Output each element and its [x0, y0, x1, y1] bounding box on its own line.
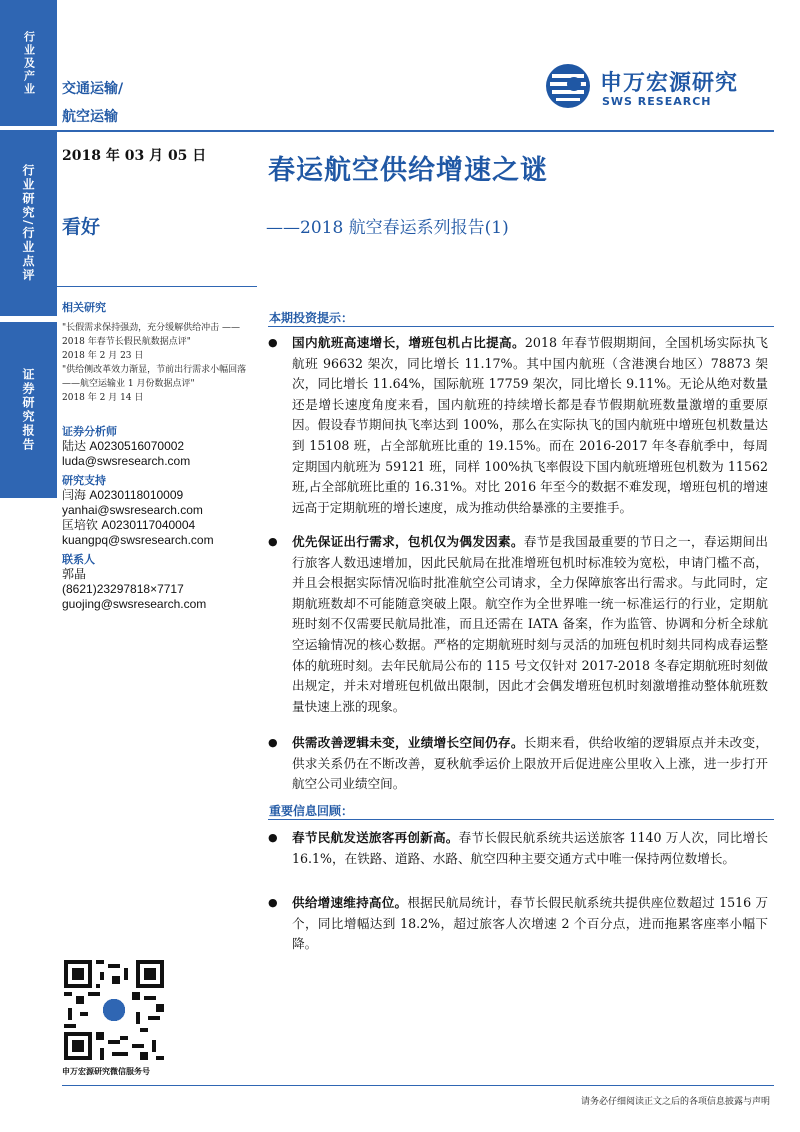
paragraph-2 [268, 532, 768, 717]
invest-heading: 本期投资提示： [269, 311, 354, 325]
footer-disclaimer: 请务必仔细阅读正文之后的各项信息披露与声明 [580, 1097, 770, 1107]
analyst-heading: 证券分析师 [62, 425, 117, 438]
related-item-date: 2018 年 2 月 23 日 [62, 351, 144, 361]
invest-heading-divider [268, 326, 774, 327]
contact-email[interactable]: guojing@swsresearch.com [62, 597, 207, 611]
qr-caption: 申万宏源研究微信服务号 [62, 1067, 150, 1076]
sidebar-label-report-type: 行业研究/行业点评 [21, 163, 35, 283]
contact-phone: (8621)23297818×7717 [62, 582, 184, 596]
paragraph-body [292, 333, 768, 518]
support-email[interactable]: kuangpq@swsresearch.com [62, 533, 214, 547]
news-heading-divider [268, 819, 774, 820]
header-divider [57, 130, 774, 132]
paragraph-text: 根据民航局统计，春节长假民航系统共提供座位数超过 1516 万个，同比增幅达到 18.2%，超过旅客人次增速 2 个百分点，进而拖累客座率小幅下降。 [292, 895, 769, 952]
related-item: "供给侧改革效力渐显，节前出行需求小幅回落——航空运输业 1 月份数据点评" [62, 365, 247, 389]
paragraph-lead: 春节民航发送旅客再创新高。 [292, 830, 459, 845]
logo-text-en: SWS RESEARCH [602, 95, 712, 108]
paragraph-lead: 国内航班高速增长，增班包机占比提高。 [292, 335, 525, 350]
paragraph-body [292, 828, 768, 869]
contact-heading: 联系人 [62, 553, 95, 566]
paragraph-text: 长期来看，供给收缩的逻辑原点并未改变，供求关系仍在不断改善，夏秋航季运价上限放开后促进座公里收入上涨，进一步打开航空公司业绩空间。 [292, 735, 769, 792]
footer-divider [62, 1085, 774, 1086]
bullet-icon: ● [268, 736, 278, 749]
paragraph-3 [268, 733, 768, 795]
rating-label: 看好 [62, 216, 101, 238]
paragraph-lead: 供给增速维持高位。 [292, 895, 408, 910]
related-heading: 相关研究 [62, 301, 106, 314]
report-title: 春运航空供给增速之谜 [268, 155, 548, 186]
paragraph-lead: 供需改善逻辑未变，业绩增长空间仍存。 [292, 735, 524, 750]
left-divider [57, 286, 257, 287]
paragraph-text: 春节是我国最重要的节日之一，春运期间出行旅客人数迅速增加，因此民航局在批准增班包机时标准较为宽松，申请门槛不高，并且会根据实际情况临时批准航空公司请求，全力保障旅客出行需求。与此同时，定期航班数却不可能随意突破上限。航空作为全世界唯一统一标准运行的行业，定期航班时刻不仅需要民航局批准，而且还需在 IATA 备案，作为监管、协调和分析全球航空运输情况的核心数据。严格的定期航班时刻与灵活的加班包机时刻共同构成春运整体的航班时刻。去年民航局公布的 115 号文仅针对 2017-2018 冬春定期航班时刻做出规定，并未对增班包机做出限制，因此才会偶发增班包机时刻激增推动整体航班数量快速上涨的现象。 [292, 534, 769, 714]
company-logo [544, 62, 764, 118]
sidebar-block-industry [0, 0, 57, 126]
paragraph-1 [268, 333, 768, 518]
category-secondary: 航空运输 [62, 109, 118, 125]
paragraph-4 [268, 828, 768, 869]
sidebar-label-securities: 证券研究报告 [21, 368, 35, 452]
paragraph-body [292, 893, 768, 955]
support-name: 匡培钦 A0230117040004 [62, 518, 196, 532]
left-sidebar [0, 0, 57, 1132]
related-item-date: 2018 年 2 月 14 日 [62, 393, 144, 403]
bullet-icon: ● [268, 336, 278, 349]
analyst-email[interactable]: luda@swsresearch.com [62, 454, 191, 468]
report-date: 2018 年 03 月 05 日 [62, 148, 207, 164]
left-info-column [62, 299, 252, 612]
paragraph-5 [268, 893, 768, 955]
logo-globe-icon [544, 62, 592, 110]
support-heading: 研究支持 [62, 474, 106, 487]
sidebar-label-industry: 行业及产业 [22, 30, 36, 96]
contact-name: 郭晶 [62, 567, 87, 581]
bullet-icon: ● [268, 535, 278, 548]
paragraph-body [292, 733, 768, 795]
wechat-qr-code-icon[interactable] [64, 960, 164, 1060]
report-subtitle: ——2018 航空春运系列报告(1) [266, 218, 509, 238]
paragraph-lead: 优先保证出行需求，包机仅为偶发因素。 [292, 534, 524, 549]
sidebar-block-report-type [0, 130, 57, 316]
analyst-name: 陆达 A0230516070002 [62, 439, 185, 453]
paragraph-text: 2018 年春节假期期间，全国机场实际执飞航班 96632 架次，同比增长 11.17%。其中国内航班（含港澳台地区）78873 架次，同比增长 11.64%，国际航班 17759 架次，同比增长 9.11%。无论从绝对数量还是增长速度角度来看，国内航班的持续增长都是春节假期航班数量激增的重要原因。假设春节期间执飞率达到 100%，那么在实际执飞的国内航班中增班包机数量达到 15108 班，占全部航班比重的 19.15%。而在 2016-2017 年冬春航季中，每周定期国内航班为 59121 班，同样 100%执飞率假设下国内航班增班包机数为 11562 班,占全部航班比重的 16.31%。对比 2016 年至今的数据不难发现，增班包机的增速远高于定期航班的增长速度，成为推动供给暴涨的主要推手。 [292, 335, 769, 515]
sidebar-block-securities [0, 322, 57, 498]
paragraph-body [292, 532, 768, 717]
support-email[interactable]: yanhai@swsresearch.com [62, 503, 203, 517]
category-primary: 交通运输/ [62, 81, 124, 97]
related-item: "长假需求保持强劲，充分缓解供给冲击 —— 2018 年春节长假民航数据点评" [62, 323, 241, 347]
support-name: 闫海 A0230118010009 [62, 488, 184, 502]
bullet-icon: ● [268, 896, 278, 909]
logo-text-cn: 申万宏源研究 [600, 71, 739, 96]
bullet-icon: ● [268, 831, 278, 844]
related-list [62, 321, 252, 405]
news-heading: 重要信息回顾： [269, 804, 354, 818]
paragraph-text: 春节长假民航系统共运送旅客 1140 万人次，同比增长 16.1%，在铁路、道路、水路、航空四种主要交通方式中唯一保持两位数增长。 [292, 830, 769, 866]
